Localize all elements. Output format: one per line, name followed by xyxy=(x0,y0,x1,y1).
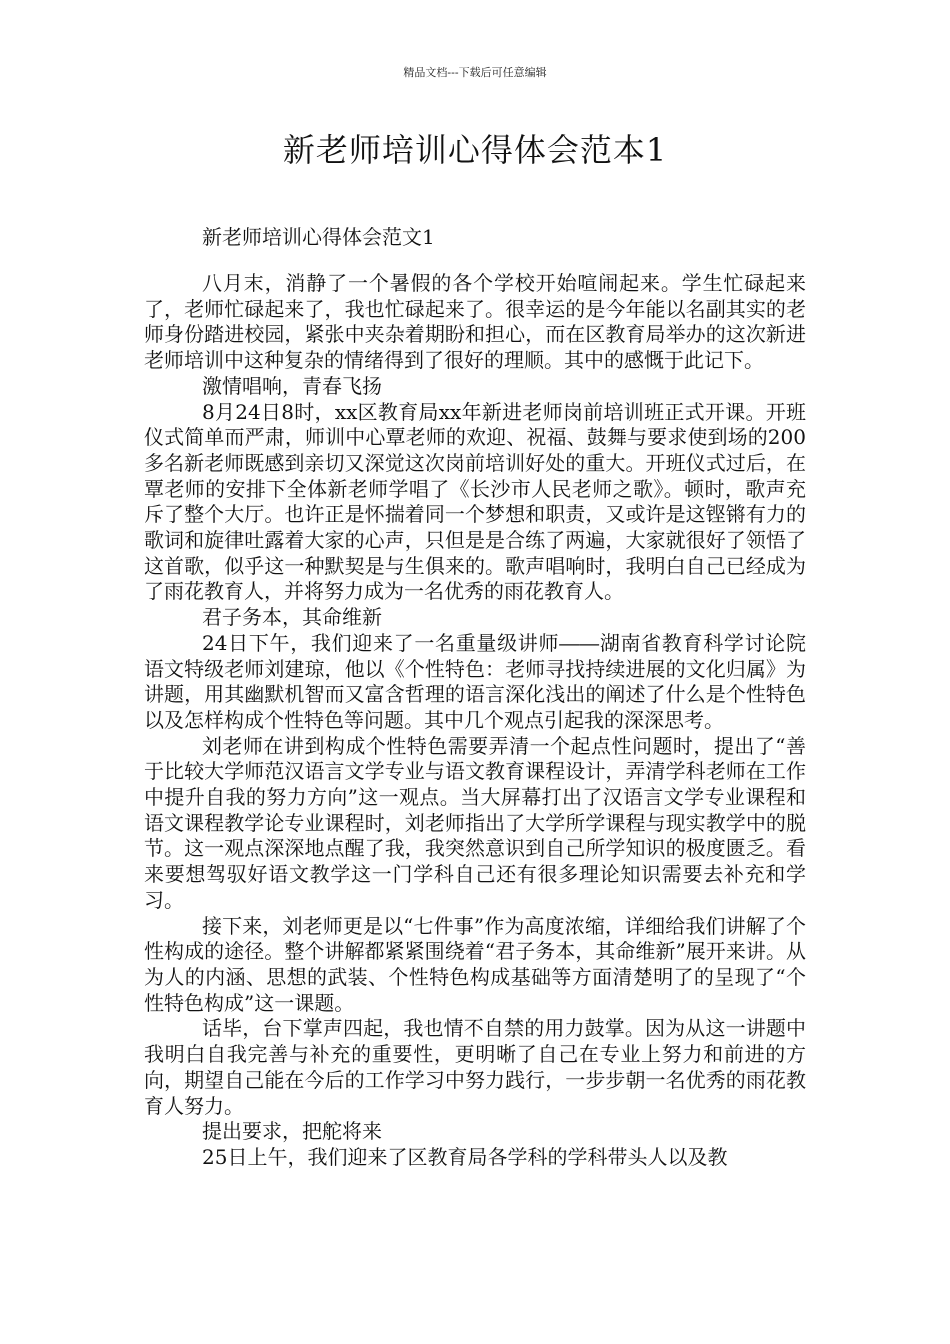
page-header: 精品文档---下载后可任意编辑 xyxy=(403,66,547,79)
document-title: 新老师培训心得体会范本1 xyxy=(282,131,668,169)
document-subtitle: 新老师培训心得体会范文1 xyxy=(202,225,435,249)
section-heading: 提出要求，把舵将来 xyxy=(202,1119,382,1144)
paragraph: 接下来，刘老师更是以“七件事”作为高度浓缩，详细给我们讲解了个性构成的途径。整个讲解都紧紧围绕着“君子务本，其命维新”展开来讲。从为人的内涵、思想的武装、个性特色构成基础等方面清楚明了的呈现了“个性特色构成”这一课题。 xyxy=(144,913,806,1015)
section-heading: 君子务本，其命维新 xyxy=(202,605,382,630)
paragraph: 刘老师在讲到构成个性特色需要弄清一个起点性问题时，提出了“善于比较大学师范汉语言文学专业与语文教育课程设计，弄清学科老师在工作中提升自我的努力方向”这一观点。当大屏幕打出了汉语言文学专业课程和语文课程教学论专业课程时，刘老师指出了大学所学课程与现实教学中的脱节。这一观点深深地点醒了我，我突然意识到自己所学知识的极度匮乏。看来要想驾驭好语文教学这一门学科自己还有很多理论知识需要去补充和学习。 xyxy=(144,733,806,912)
paragraph: 8月24日8时，xx区教育局xx年新进老师岗前培训班正式开课。开班仪式简单而严肃，师训中心覃老师的欢迎、祝福、鼓舞与要求使到场的200多名新老师既感到亲切又深觉这次岗前培训好处的重大。开班仪式过后，在覃老师的安排下全体新老师学唱了《长沙市人民老师之歌》。顿时，歌声充斥了整个大厅。也许正是怀揣着同一个梦想和职责，又或许是这铿锵有力的歌词和旋律吐露着大家的心声，只但是是合练了两遍，大家就很好了领悟了这首歌，似乎这一种默契是与生俱来的。歌声唱响时，我明白自己已经成为了雨花教育人，并将努力成为一名优秀的雨花教育人。 xyxy=(144,399,806,604)
paragraph: 24日下午，我们迎来了一名重量级讲师――湖南省教育科学讨论院语文特级老师刘建琼，他以《个性特色：老师寻找持续进展的文化归属》为讲题，用其幽默机智而又富含哲理的语言深化浅出的阐述了什么是个性特色以及怎样构成个性特色等问题。其中几个观点引起我的深深思考。 xyxy=(144,630,806,732)
paragraph: 八月末，消静了一个暑假的各个学校开始喧闹起来。学生忙碌起来了，老师忙碌起来了，我也忙碌起来了。很幸运的是今年能以名副其实的老师身份踏进校园，紧张中夹杂着期盼和担心，而在区教育局举办的这次新进老师培训中这种复杂的情绪得到了很好的理顺。其中的感慨于此记下。 xyxy=(144,271,806,373)
section-heading: 激情唱响，青春飞扬 xyxy=(202,373,382,398)
paragraph: 25日上午，我们迎来了区教育局各学科的学科带头人以及教 xyxy=(202,1144,728,1169)
document-body xyxy=(144,271,806,1171)
paragraph: 话毕，台下掌声四起，我也情不自禁的用力鼓掌。因为从这一讲题中我明白自我完善与补充的重要性，更明晰了自己在专业上努力和前进的方向，期望自己能在今后的工作学习中努力践行，一步步朝一名优秀的雨花教育人努力。 xyxy=(144,1016,806,1118)
